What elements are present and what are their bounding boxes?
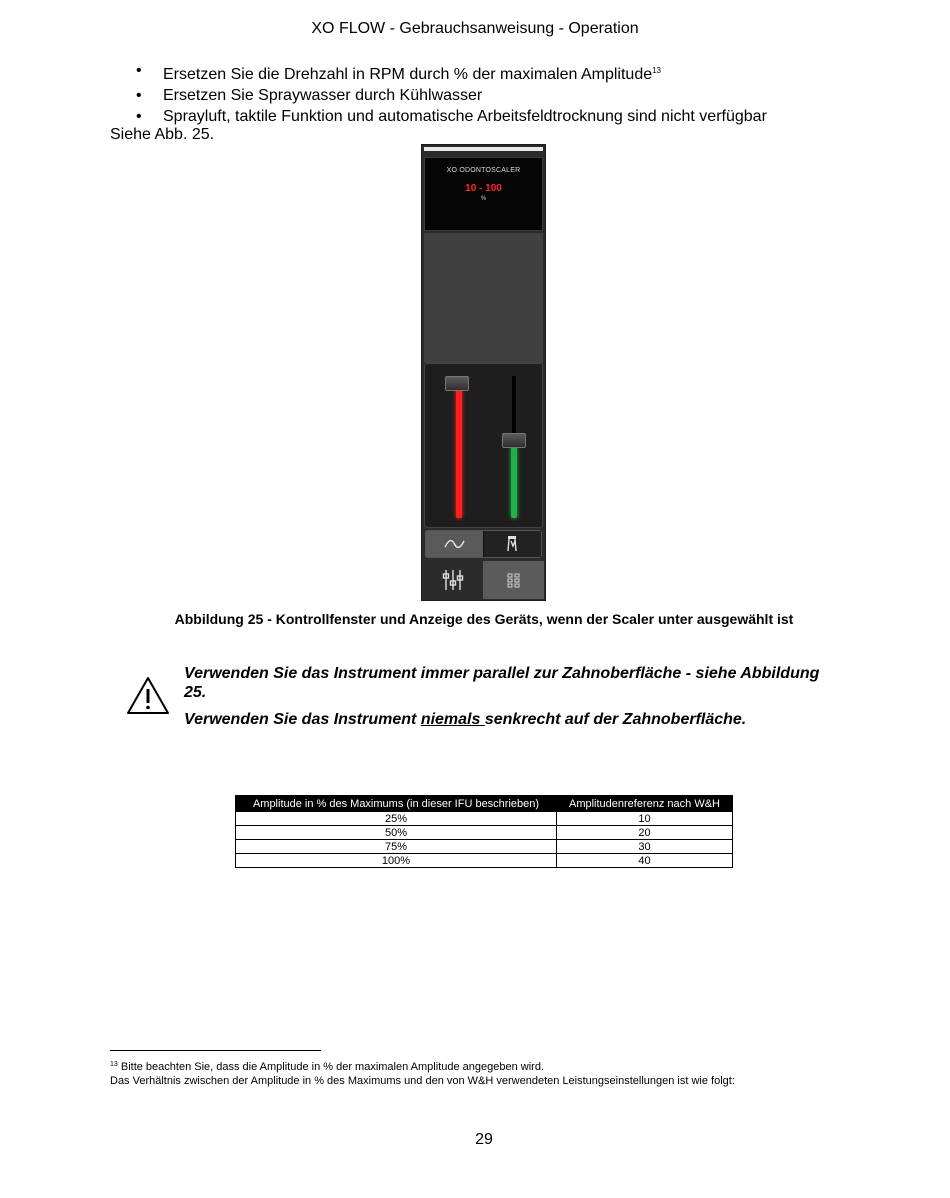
mode-selector (425, 530, 542, 558)
list-item-text: Sprayluft, taktile Funktion und automatische Arbeitsfeldtrocknung sind nicht verfügbar (163, 108, 767, 125)
table-row (236, 826, 733, 840)
nav-settings-button[interactable] (424, 561, 483, 599)
device-display-unit: % (480, 196, 487, 202)
table-cell: 40 (557, 854, 733, 868)
table-row (236, 854, 733, 868)
warning-text-2: Verwenden Sie das Instrument niemals senkrecht auf der Zahnoberfläche. (184, 711, 747, 728)
footnote-divider (110, 1050, 321, 1051)
list-item-text: Ersetzen Sie die Drehzahl in RPM durch % der maximalen Amplitude (163, 66, 653, 83)
device-top-bar (424, 147, 543, 151)
mode-wave-button[interactable] (426, 531, 483, 557)
coolant-slider-handle[interactable] (502, 433, 526, 448)
device-display (424, 157, 543, 231)
list-item: • Ersetzen Sie Spraywasser durch Kühlwasser (136, 87, 483, 104)
coolant-slider-fill (511, 446, 517, 518)
amplitude-slider-handle[interactable] (445, 376, 469, 391)
table-cell: 20 (557, 826, 733, 840)
warning-text: Verwenden Sie das Instrument immer parallel zur Zahnoberfläche - siehe Abbildung 25. (184, 665, 820, 701)
wave-icon (426, 531, 483, 557)
column-header: Amplitudenreferenz nach W&H (557, 796, 733, 812)
table-row (236, 840, 733, 854)
device-panel-body (424, 233, 543, 363)
warning-triangle-icon (126, 676, 170, 716)
footnote-text: Bitte beachten Sie, dass die Amplitude in % der maximalen Amplitude angegeben wird. (117, 1061, 544, 1073)
list-item: • Ersetzen Sie die Drehzahl in RPM durch % der maximalen Amplitude$^{13}$ (136, 62, 662, 83)
table-cell: 75% (236, 840, 557, 854)
table-cell: 25% (236, 812, 557, 826)
column-header: Amplitude in % des Maximums (in dieser IFU beschrieben) (236, 796, 557, 812)
bullet-list (136, 60, 767, 127)
device-control-panel (421, 144, 546, 601)
emphasis-never: niemals (420, 711, 485, 728)
table-cell: 50% (236, 826, 557, 840)
figure-caption: Abbildung 25 - Kontrollfenster und Anzeige des Geräts, wenn der Scaler unter ausgewählt ist (174, 611, 794, 627)
table-header-row (236, 796, 733, 812)
device-display-title: XO ODONTOSCALER (446, 167, 521, 174)
page-header: XO FLOW - Gebrauchsanweisung - Operation (311, 20, 639, 37)
footnote (110, 1058, 735, 1088)
table-cell: 30 (557, 840, 733, 854)
device-display-range: 10 - 100 (465, 183, 502, 194)
amplitude-slider-fill (456, 389, 462, 518)
nav-menu-button[interactable] (483, 561, 544, 599)
sliders-icon (424, 561, 483, 599)
table-cell: 100% (236, 854, 557, 868)
footnote-ref[interactable]: 13 (652, 66, 662, 75)
slider-panel (424, 363, 543, 528)
page-number: 29 (475, 1131, 493, 1148)
amplitude-table (235, 795, 733, 868)
figure-reference: Siehe Abb. 25. (110, 126, 215, 143)
scaler-tip-icon (484, 531, 541, 557)
table-row (236, 812, 733, 826)
grid-icon (483, 561, 544, 599)
footnote-number: 13 (110, 1061, 118, 1068)
mode-scaler-button[interactable] (484, 531, 541, 557)
table-cell: 10 (557, 812, 733, 826)
footnote-text-2: Das Verhältnis zwischen der Amplitude in % des Maximums und den von W&H verwendeten Leistungseinstellungen ist wie folgt: (110, 1075, 735, 1087)
list-item-text: Ersetzen Sie Spraywasser durch Kühlwasser (163, 87, 483, 104)
list-item: • Sprayluft, taktile Funktion und automatische Arbeitsfeldtrocknung sind nicht verfügbar (136, 108, 767, 125)
